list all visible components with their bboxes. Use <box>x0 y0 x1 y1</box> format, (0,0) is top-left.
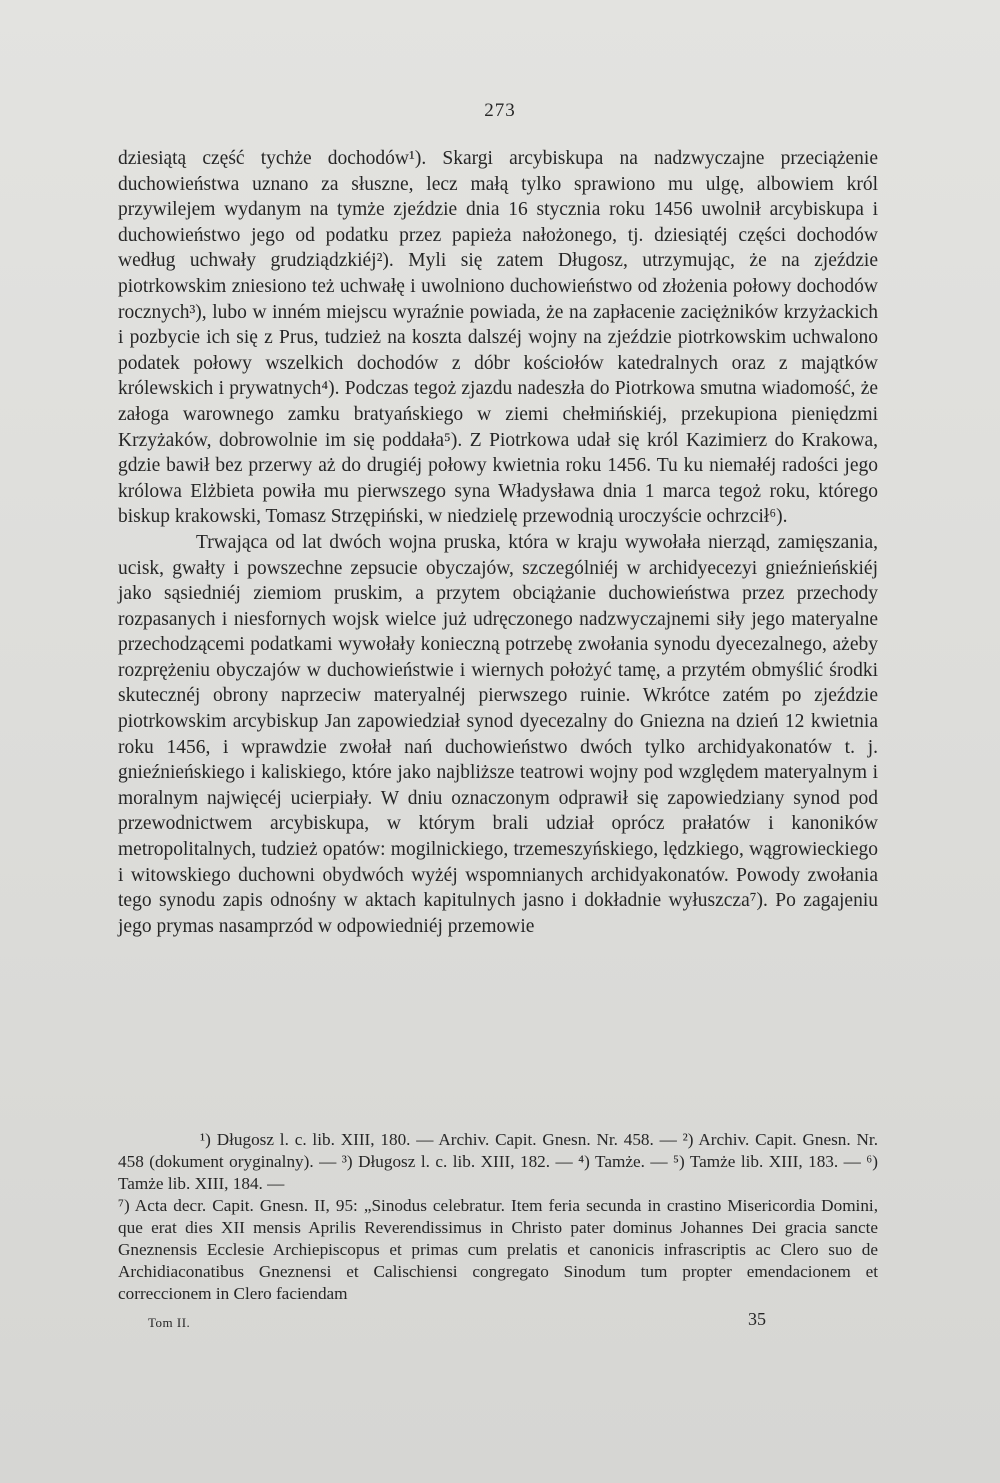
footnote-block-1-6: ¹) Długosz l. c. lib. XIII, 180. — Archiv. Capit. Gnesn. Nr. 458. — ²) Archiv. Capit. Gnesn. Nr. 458 (dokument oryginalny). — ³) Długosz l. c. lib. XIII, 182. — ⁴) Tamże. — ⁵) Tamże lib. XIII, 183. — ⁶) Tamże lib. XIII, 184. — <box>118 1130 878 1193</box>
paragraph-2: Trwająca od lat dwóch wojna pruska, która w kraju wywołała nierząd, zamięszania, ucisk, gwałty i powszechne zepsucie obyczajów, szczególniéj w archidyecezyi gnieźnieńskiéj jako sąsiedniéj ziemiom pruskim, a przytem obciążanie duchowieństwa przez przechody rozpasanych i niesfornych wojsk wielce już udręczonego nadzwyczajnemi siły jego materyalne przechodzącemi podatkami wywołały konieczną potrzebę zwołania synodu dyecezalnego, ażeby rozprężeniu obyczajów w duchowieństwie i wiernych położyć tamę, a przytém obmyślić środki skutecznéj obrony naprzeciw materyalnéj pierwszego ruinie. Wkrótce zatém po zjeździe piotrkowskim arcybiskup Jan zapowiedział synod dyecezalny do Gniezna na dzień 12 kwietnia roku 1456, i wprawdzie zwołał nań duchowieństwo dwóch tylko archidyakonatów t. j. gnieźnieńskiego i kaliskiego, które jako najbliższe teatrowi wojny pod względem materyalnym i moralnym najwięcéj ucierpiały. W dniu oznaczonym odprawił się zapowiedziany synod pod przewodnictwem arcybiskupa, w którym brali udział oprócz prałatów i kanoników metropolitalnych, tudzież opatów: mogilnickiego, trzemeszyńskiego, lędzkiego, wągrowieckiego i witowskiego duchowni obydwóch wyżéj wspomnianych archidyakonatów. Powody zwołania tego synodu zapis odnośny w aktach kapitulnych jasno i dokładnie wyłuszcza⁷). Po zagajeniu jego prymas nasamprzód w odpowiedniéj przemowie <box>118 531 878 937</box>
volume-label: Tom II. <box>148 1315 191 1330</box>
footnote-7: ⁷) Acta decr. Capit. Gnesn. II, 95: „Sinodus celebratur. Item feria secunda in crastino Misericordia Domini, que erat dies XII mensis Aprilis Reverendissimus in Christo pater dominus Johannes Dei gracia sancte Gneznensis Ecclesie Archiepiscopus et primas cum prelatis et canonicis infrascriptis ac Clero suo de Archidiaconatibus Gneznensi et Calischiensi congregato Sinodum tum propter emendacionem et correccionem in Clero faciendam <box>118 1196 878 1303</box>
paragraph-1: dziesiątą część tychże dochodów¹). Skargi arcybiskupa na nadzwyczajne przeciążenie duchowieństwa uznano za słuszne, lecz małą tylko sprawiono mu ulgę, albowiem król przywilejem wydanym na tymże zjeździe dnia 16 stycznia roku 1456 uwolnił arcybiskupa i duchowieństwo jego od podatku przez papieża nałożonego, tj. dziesiątéj części dochodów według uchwały grudziądzkiéj²). Myli się zatem Długosz, utrzymując, że na zjeździe piotrkowskim zniesiono też uchwałę i uwolniono duchowieństwo od złożenia połowy dochodów rocznych³), lubo w inném miejscu wyraźnie powiada, że na zapłacenie zaciężników krzyżackich i pozbycie ich się z Prus, tudzież na koszta dalszéj wojny na zjeździe piotrkowskim uchwalono podatek połowy wszelkich dochodów z dóbr kościołów katedralnych oraz z majątków królewskich i prywatnych⁴). Podczas tegoż zjazdu nadeszła do Piotrkowa smutna wiadomość, że załoga warownego zamku bratyańskiego w ziemi chełmińskiéj, przekupiona pieniędzmi Krzyżaków, dobrowolnie im się poddała⁵). Z Piotrkowa udał się król Kazimierz do Krakowa, gdzie bawił bez przerwy aż do drugiéj połowy kwietnia roku 1456. Tu ku niemałéj radości jego królowa Elżbieta powiła mu pierwszego syna Władysława dnia 1 marca tegoż roku, którego biskup krakowski, Tomasz Strzępiński, w niedzielę przewodnią uroczyście ochrzcił⁶). <box>118 148 878 528</box>
signature-mark: 35 <box>748 1309 766 1329</box>
page-number: 273 <box>484 100 516 121</box>
main-text <box>118 146 878 939</box>
footnotes <box>118 1129 878 1305</box>
